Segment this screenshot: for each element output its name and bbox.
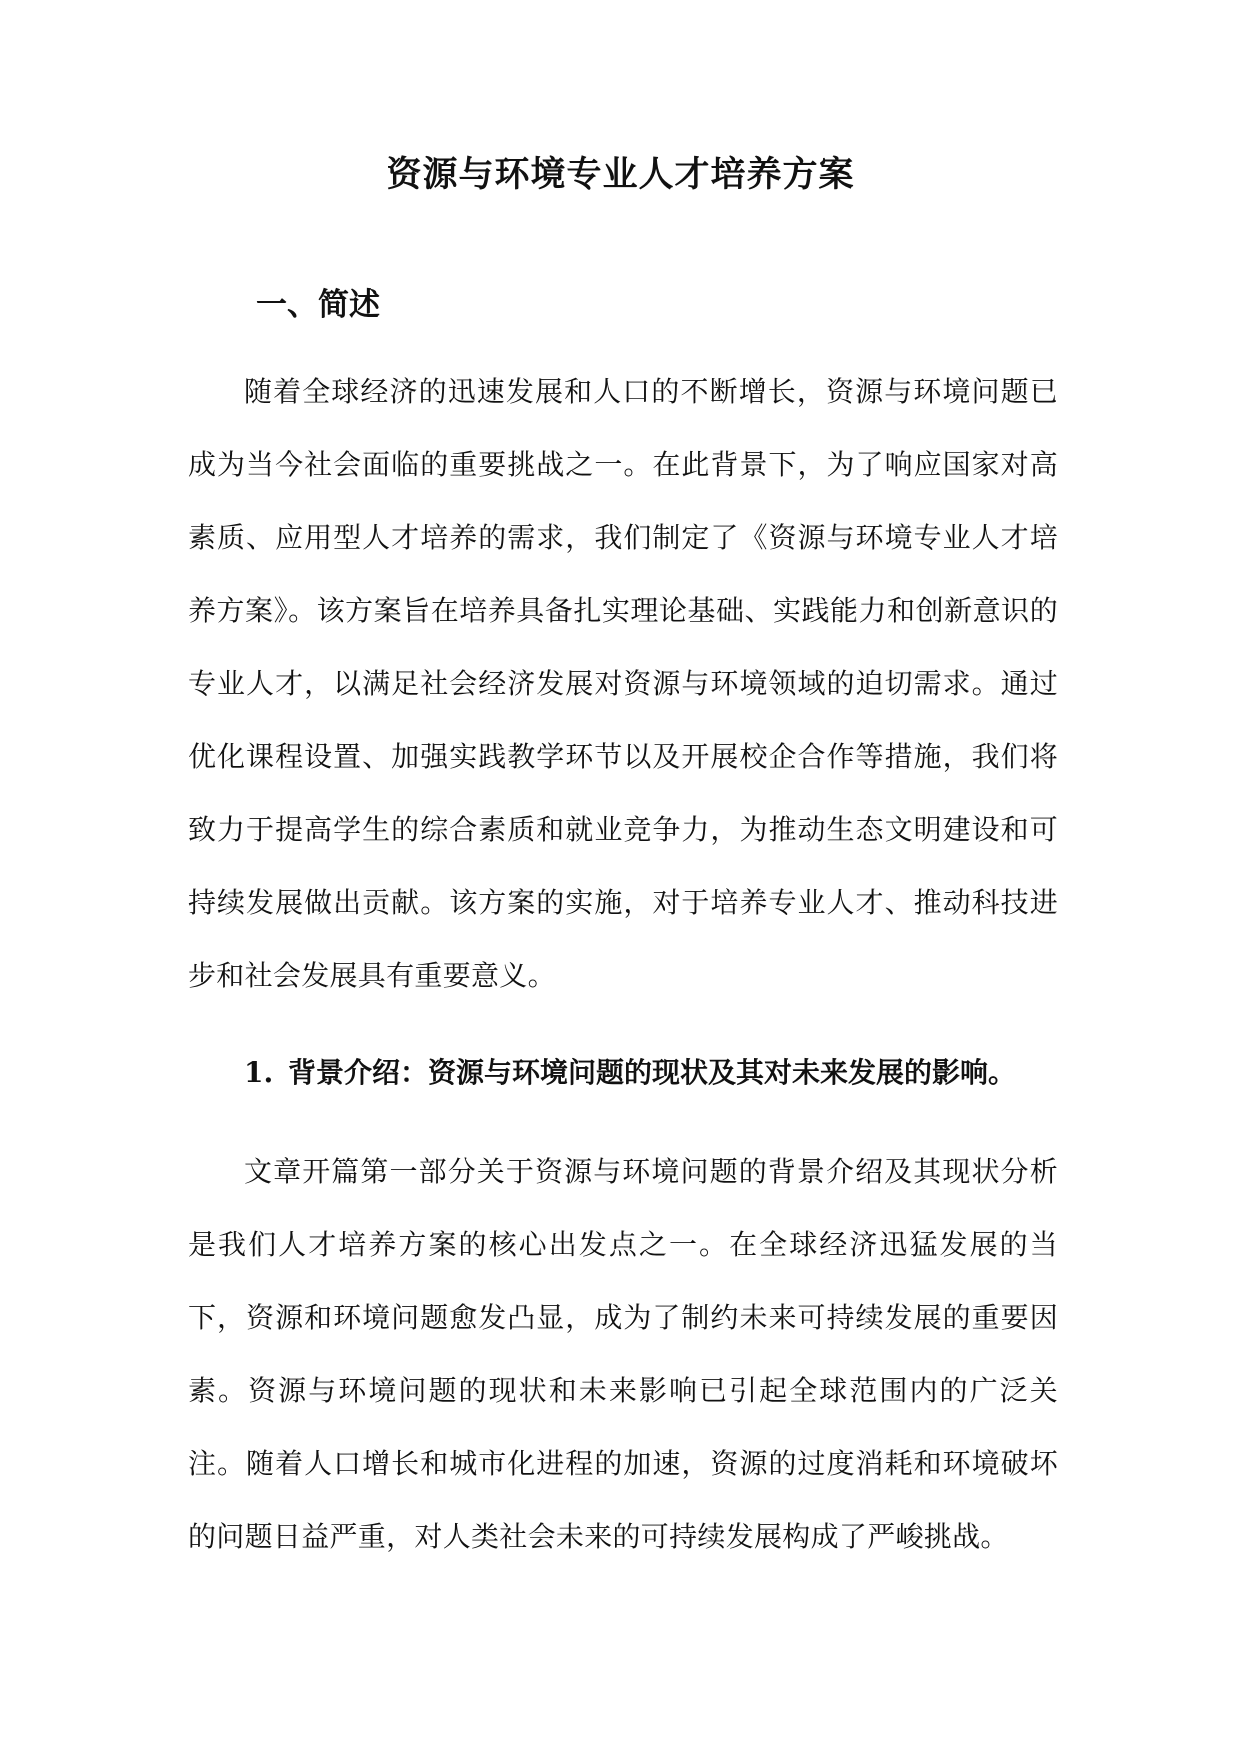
background-paragraph: 文章开篇第一部分关于资源与环境问题的背景介绍及其现状分析是我们人才培养方案的核心出发点之一。在全球经济迅猛发展的当下，资源和环境问题愈发凸显，成为了制约未来可持续发展的重要因素。资源与环境问题的现状和未来影响已引起全球范围内的广泛关注。随着人口增长和城市化进程的加速，资源的过度消耗和环境破坏的问题日益严重，对人类社会未来的可持续发展构成了严峻挑战。	[188, 1155, 1058, 1553]
subsection-heading-text: 背景介绍：资源与环境问题的现状及其对未来发展的影响。	[288, 1056, 1017, 1089]
intro-paragraph: 随着全球经济的迅速发展和人口的不断增长，资源与环境问题已成为当今社会面临的重要挑战之一。在此背景下，为了响应国家对高素质、应用型人才培养的需求，我们制定了《资源与环境专业人才培养方案》。该方案旨在培养具备扎实理论基础、实践能力和创新意识的专业人才，以满足社会经济发展对资源与环境领域的迫切需求。通过优化课程设置、加强实践教学环节以及开展校企合作等措施，我们将致力于提高学生的综合素质和就业竞争力，为推动生态文明建设和可持续发展做出贡献。该方案的实施，对于培养专业人才、推动科技进步和社会发展具有重要意义。	[188, 375, 1058, 992]
subsection-number: 1.	[244, 1056, 274, 1089]
section-heading: 一、简述	[256, 287, 380, 323]
document-title: 资源与环境专业人才培养方案	[386, 154, 855, 195]
subsection-heading	[244, 1048, 1016, 1098]
